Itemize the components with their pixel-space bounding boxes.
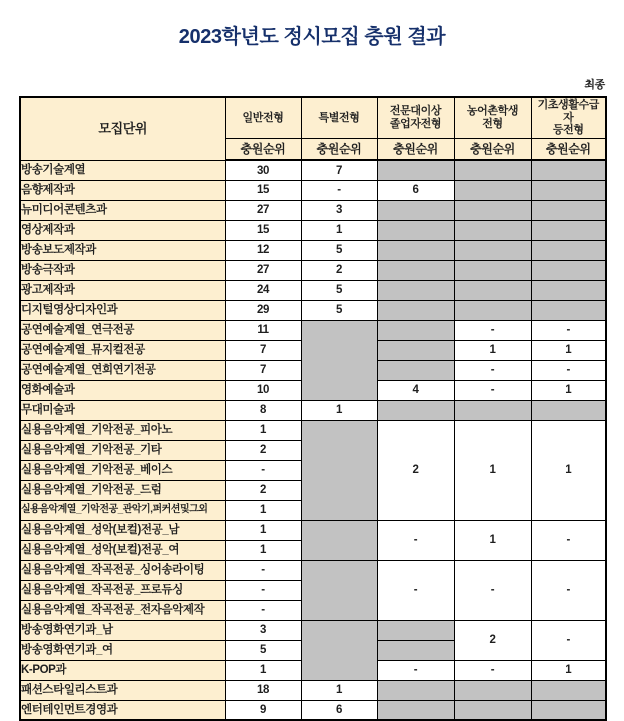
row-unit-label: 실용음악계열_작곡전공_프로듀싱: [20, 580, 225, 600]
subheader-basic-living-rank: 충원순위: [531, 138, 606, 160]
cell-special-rank: [301, 560, 377, 620]
cell-general-rank: 27: [225, 200, 301, 220]
cell-rural-rank: -: [454, 360, 531, 380]
cell-basic-living-rank: -: [531, 520, 606, 560]
cell-special-rank: -: [301, 180, 377, 200]
cell-basic-living-rank: [531, 240, 606, 260]
row-unit-label: 공연예술계열_연희연기전공: [20, 360, 225, 380]
cell-basic-living-rank: -: [531, 320, 606, 340]
cell-basic-living-rank: [531, 400, 606, 420]
table-row: [20, 400, 606, 420]
row-unit-label: 공연예술계열_연극전공: [20, 320, 225, 340]
cell-rural-rank: 2: [454, 620, 531, 660]
cell-general-rank: -: [225, 580, 301, 600]
cell-rural-rank: [454, 220, 531, 240]
row-unit-label: 실용음악계열_기악전공_기타: [20, 440, 225, 460]
cell-rural-rank: 1: [454, 520, 531, 560]
cell-college-grad-rank: -: [377, 520, 454, 560]
column-header-general: [225, 97, 301, 138]
column-header-basic-living-line1: 기초생활수급자: [537, 99, 599, 124]
cell-general-rank: 27: [225, 260, 301, 280]
cell-general-rank: 18: [225, 680, 301, 700]
row-unit-label: 광고제작과: [20, 280, 225, 300]
table-row: [20, 700, 606, 720]
cell-basic-living-rank: [531, 700, 606, 720]
row-unit-label: 실용음악계열_작곡전공_싱어송라이팅: [20, 560, 225, 580]
cell-general-rank: 12: [225, 240, 301, 260]
column-header-college-grad-line2: 졸업자전형: [389, 117, 442, 130]
row-unit-label: 방송극작과: [20, 260, 225, 280]
cell-special-rank: 5: [301, 300, 377, 320]
cell-special-rank: [301, 520, 377, 560]
cell-college-grad-rank: 4: [377, 380, 454, 400]
cell-rural-rank: [454, 180, 531, 200]
table-header: [20, 97, 606, 160]
cell-general-rank: 7: [225, 340, 301, 360]
row-unit-label: 실용음악계열_기악전공_드럼: [20, 480, 225, 500]
cell-basic-living-rank: -: [531, 560, 606, 620]
cell-rural-rank: [454, 300, 531, 320]
row-unit-label: 패션스타일리스트과: [20, 680, 225, 700]
cell-general-rank: 1: [225, 660, 301, 680]
cell-college-grad-rank: [377, 680, 454, 700]
cell-general-rank: 15: [225, 180, 301, 200]
row-unit-label: 뉴미디어콘텐츠과: [20, 200, 225, 220]
row-unit-label: 실용음악계열_기악전공_베이스: [20, 460, 225, 480]
cell-basic-living-rank: [531, 180, 606, 200]
row-unit-label: 방송기술계열: [20, 160, 225, 180]
cell-college-grad-rank: -: [377, 560, 454, 620]
cell-basic-living-rank: 1: [531, 340, 606, 360]
row-unit-label: 무대미술과: [20, 400, 225, 420]
cell-rural-rank: [454, 400, 531, 420]
cell-general-rank: 1: [225, 520, 301, 540]
column-header-general-line1: 일반전형: [242, 111, 284, 124]
cell-special-rank: 5: [301, 280, 377, 300]
cell-basic-living-rank: [531, 680, 606, 700]
cell-general-rank: 10: [225, 380, 301, 400]
cell-college-grad-rank: 6: [377, 180, 454, 200]
cell-basic-living-rank: -: [531, 360, 606, 380]
subheader-general-rank: 충원순위: [225, 138, 301, 160]
subheader-special-rank: 충원순위: [301, 138, 377, 160]
table-row: [20, 220, 606, 240]
cell-college-grad-rank: [377, 400, 454, 420]
cell-college-grad-rank: [377, 280, 454, 300]
cell-special-rank: [301, 320, 377, 400]
cell-college-grad-rank: [377, 640, 454, 660]
cell-college-grad-rank: 2: [377, 420, 454, 520]
cell-general-rank: 1: [225, 500, 301, 520]
column-header-rural: [454, 97, 531, 138]
cell-basic-living-rank: 1: [531, 660, 606, 680]
admissions-results-table: [19, 96, 607, 721]
cell-basic-living-rank: 1: [531, 380, 606, 400]
cell-basic-living-rank: [531, 160, 606, 180]
cell-general-rank: -: [225, 560, 301, 580]
cell-general-rank: 2: [225, 480, 301, 500]
cell-basic-living-rank: [531, 300, 606, 320]
cell-rural-rank: 1: [454, 420, 531, 520]
cell-college-grad-rank: [377, 360, 454, 380]
cell-general-rank: 30: [225, 160, 301, 180]
table-row: [20, 520, 606, 540]
row-unit-label: 디지털영상디자인과: [20, 300, 225, 320]
cell-college-grad-rank: -: [377, 660, 454, 680]
cell-college-grad-rank: [377, 260, 454, 280]
cell-rural-rank: -: [454, 560, 531, 620]
cell-college-grad-rank: [377, 220, 454, 240]
cell-rural-rank: [454, 700, 531, 720]
cell-rural-rank: -: [454, 380, 531, 400]
cell-general-rank: 11: [225, 320, 301, 340]
cell-special-rank: 6: [301, 700, 377, 720]
table-row: [20, 320, 606, 340]
row-unit-label: 실용음악계열_기악전공_관악기,퍼커션및그외: [20, 500, 225, 520]
cell-basic-living-rank: 1: [531, 420, 606, 520]
row-unit-label: 영화예술과: [20, 380, 225, 400]
row-unit-label: 공연예술계열_뮤지컬전공: [20, 340, 225, 360]
cell-general-rank: 3: [225, 620, 301, 640]
table-row: [20, 180, 606, 200]
cell-college-grad-rank: [377, 340, 454, 360]
cell-college-grad-rank: [377, 620, 454, 640]
header-row-group: [20, 97, 606, 138]
cell-general-rank: 1: [225, 540, 301, 560]
cell-college-grad-rank: [377, 300, 454, 320]
table-row: [20, 240, 606, 260]
cell-special-rank: 1: [301, 680, 377, 700]
table-row: [20, 260, 606, 280]
cell-general-rank: 5: [225, 640, 301, 660]
cell-rural-rank: [454, 280, 531, 300]
cell-general-rank: 9: [225, 700, 301, 720]
row-unit-label: 방송영화연기과_여: [20, 640, 225, 660]
cell-general-rank: 1: [225, 420, 301, 440]
cell-special-rank: 5: [301, 240, 377, 260]
row-unit-label: K-POP과: [20, 660, 225, 680]
column-header-special: [301, 97, 377, 138]
cell-general-rank: 29: [225, 300, 301, 320]
table-row: [20, 300, 606, 320]
cell-special-rank: [301, 420, 377, 520]
column-header-college-grad: [377, 97, 454, 138]
row-unit-label: 실용음악계열_작곡전공_전자음악제작: [20, 600, 225, 620]
cell-college-grad-rank: [377, 160, 454, 180]
row-unit-label: 엔터테인먼트경영과: [20, 700, 225, 720]
table-body: [20, 160, 606, 720]
cell-general-rank: 7: [225, 360, 301, 380]
cell-rural-rank: [454, 260, 531, 280]
table-row: [20, 160, 606, 180]
cell-basic-living-rank: [531, 280, 606, 300]
cell-rural-rank: -: [454, 660, 531, 680]
row-unit-label: 방송영화연기과_남: [20, 620, 225, 640]
final-status-label: 최종: [584, 79, 605, 91]
cell-college-grad-rank: [377, 700, 454, 720]
row-unit-label: 실용음악계열_성악(보컬)전공_남: [20, 520, 225, 540]
page-title: 2023학년도 정시모집 충원 결과: [178, 26, 446, 48]
table-row: [20, 280, 606, 300]
row-unit-label: 음향제작과: [20, 180, 225, 200]
cell-special-rank: 2: [301, 260, 377, 280]
cell-basic-living-rank: [531, 260, 606, 280]
cell-college-grad-rank: [377, 320, 454, 340]
column-header-college-grad-line1: 전문대이상: [389, 105, 442, 118]
column-header-basic-living-line2: 등전형: [552, 124, 584, 137]
row-unit-label: 방송보도제작과: [20, 240, 225, 260]
cell-special-rank: 3: [301, 200, 377, 220]
cell-rural-rank: [454, 200, 531, 220]
cell-general-rank: 24: [225, 280, 301, 300]
cell-rural-rank: [454, 160, 531, 180]
cell-special-rank: 1: [301, 220, 377, 240]
cell-special-rank: [301, 620, 377, 680]
results-table-wrapper: [19, 96, 605, 721]
column-header-basic-living: [531, 97, 606, 138]
table-row: [20, 620, 606, 640]
table-row: [20, 560, 606, 580]
column-header-special-line1: 특별전형: [318, 111, 360, 124]
column-header-rural-line1: 농어촌학생: [466, 105, 519, 118]
cell-college-grad-rank: [377, 200, 454, 220]
column-header-unit: 모집단위: [20, 97, 225, 160]
cell-general-rank: -: [225, 460, 301, 480]
cell-rural-rank: [454, 240, 531, 260]
row-unit-label: 실용음악계열_성악(보컬)전공_여: [20, 540, 225, 560]
subheader-college-grad-rank: 충원순위: [377, 138, 454, 160]
table-row: [20, 680, 606, 700]
cell-college-grad-rank: [377, 240, 454, 260]
cell-special-rank: 7: [301, 160, 377, 180]
cell-special-rank: 1: [301, 400, 377, 420]
cell-general-rank: 2: [225, 440, 301, 460]
cell-rural-rank: 1: [454, 340, 531, 360]
cell-general-rank: 15: [225, 220, 301, 240]
cell-rural-rank: [454, 680, 531, 700]
cell-basic-living-rank: [531, 220, 606, 240]
cell-basic-living-rank: [531, 200, 606, 220]
cell-general-rank: 8: [225, 400, 301, 420]
table-row: [20, 200, 606, 220]
row-unit-label: 실용음악계열_기악전공_피아노: [20, 420, 225, 440]
cell-general-rank: -: [225, 600, 301, 620]
table-row: [20, 420, 606, 440]
cell-basic-living-rank: -: [531, 620, 606, 660]
column-header-rural-line2: 전형: [482, 117, 503, 130]
row-unit-label: 영상제작과: [20, 220, 225, 240]
cell-rural-rank: -: [454, 320, 531, 340]
subheader-rural-rank: 충원순위: [454, 138, 531, 160]
